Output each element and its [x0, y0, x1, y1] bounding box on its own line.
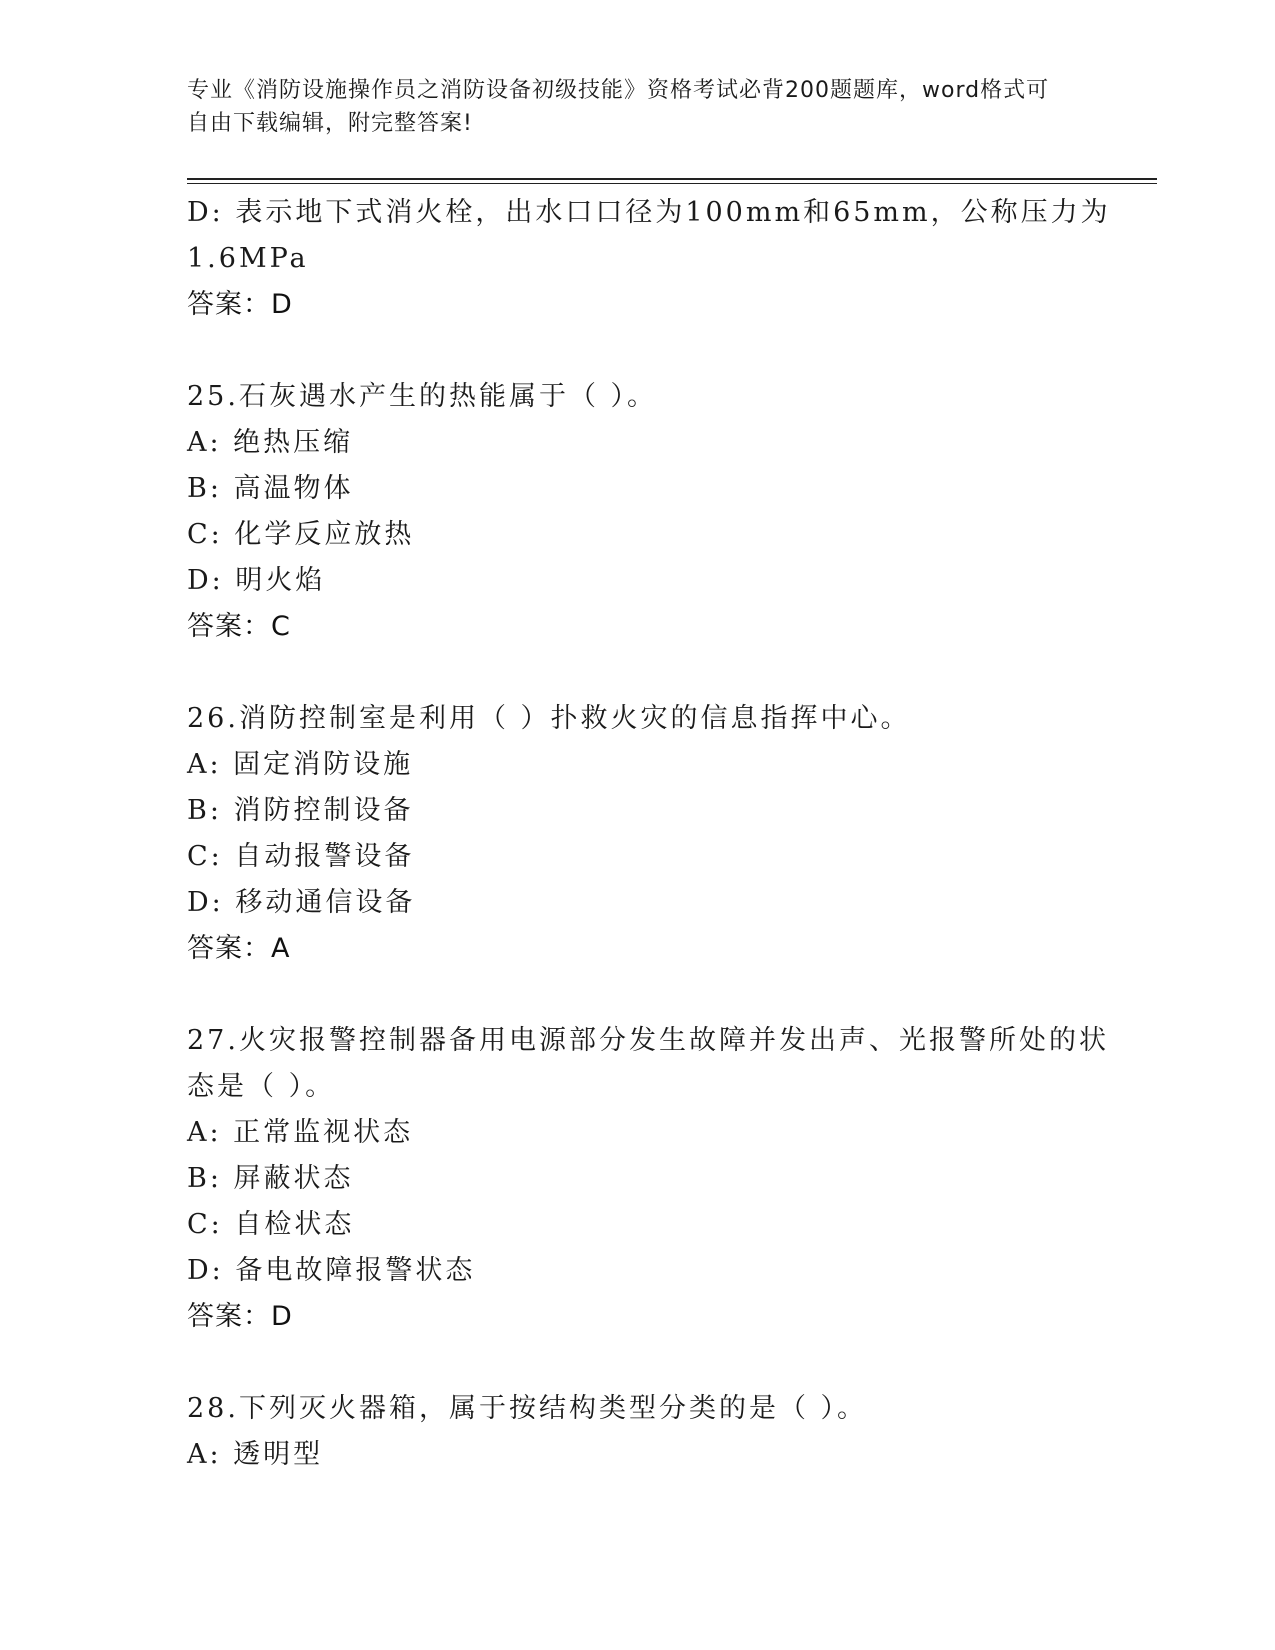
question-stem: 28.下列灭火器箱，属于按结构类型分类的是（ ）。: [187, 1393, 868, 1424]
question-stem: 27.火灾报警控制器备用电源部分发生故障并发出声、光报警所处的状: [187, 1025, 1109, 1056]
question-26: [187, 696, 1087, 972]
option-d-continued: 1.6MPa: [187, 243, 309, 274]
header-divider-thin: [187, 183, 1157, 184]
option-c: C: 自动报警设备: [187, 841, 415, 872]
option-c: C: 自检状态: [187, 1209, 355, 1240]
question-24-continued: [187, 190, 1111, 328]
question-stem-continued: 态是（ ）。: [187, 1071, 336, 1102]
question-stem: 25.石灰遇水产生的热能属于（ ）。: [187, 381, 658, 412]
spacer: [187, 972, 1087, 1018]
option-d: D: 备电故障报警状态: [187, 1255, 476, 1286]
header-divider-thick: [187, 178, 1157, 180]
answer-line: 答案：A: [187, 933, 291, 964]
option-b: B: 高温物体: [187, 473, 354, 504]
spacer: [187, 328, 1087, 374]
question-stem: 26.消防控制室是利用（ ）扑救火灾的信息指挥中心。: [187, 703, 911, 734]
option-b: B: 屏蔽状态: [187, 1163, 354, 1194]
option-a: A: 固定消防设施: [187, 749, 414, 780]
option-a: A: 正常监视状态: [187, 1117, 414, 1148]
option-d: D: 明火焰: [187, 565, 326, 596]
option-a: A: 绝热压缩: [187, 427, 354, 458]
option-d: D: 移动通信设备: [187, 887, 416, 918]
answer-line: 答案：D: [187, 1301, 293, 1332]
question-27: [187, 1018, 1109, 1340]
question-25: [187, 374, 1087, 650]
option-d: D: 表示地下式消火栓，出水口口径为100mm和65mm，公称压力为: [187, 197, 1111, 228]
answer-line: 答案：D: [187, 289, 293, 320]
option-c: C: 化学反应放热: [187, 519, 415, 550]
answer-line: 答案：C: [187, 611, 291, 642]
spacer: [187, 650, 1087, 696]
document-header: 专业《消防设施操作员之消防设备初级技能》资格考试必背200题题库，word格式可自由下载编辑，附完整答案!: [187, 78, 1050, 136]
question-28: [187, 1386, 1087, 1478]
document-body: [187, 190, 1111, 1478]
spacer: [187, 1340, 1087, 1386]
option-b: B: 消防控制设备: [187, 795, 414, 826]
option-a: A: 透明型: [187, 1439, 324, 1470]
